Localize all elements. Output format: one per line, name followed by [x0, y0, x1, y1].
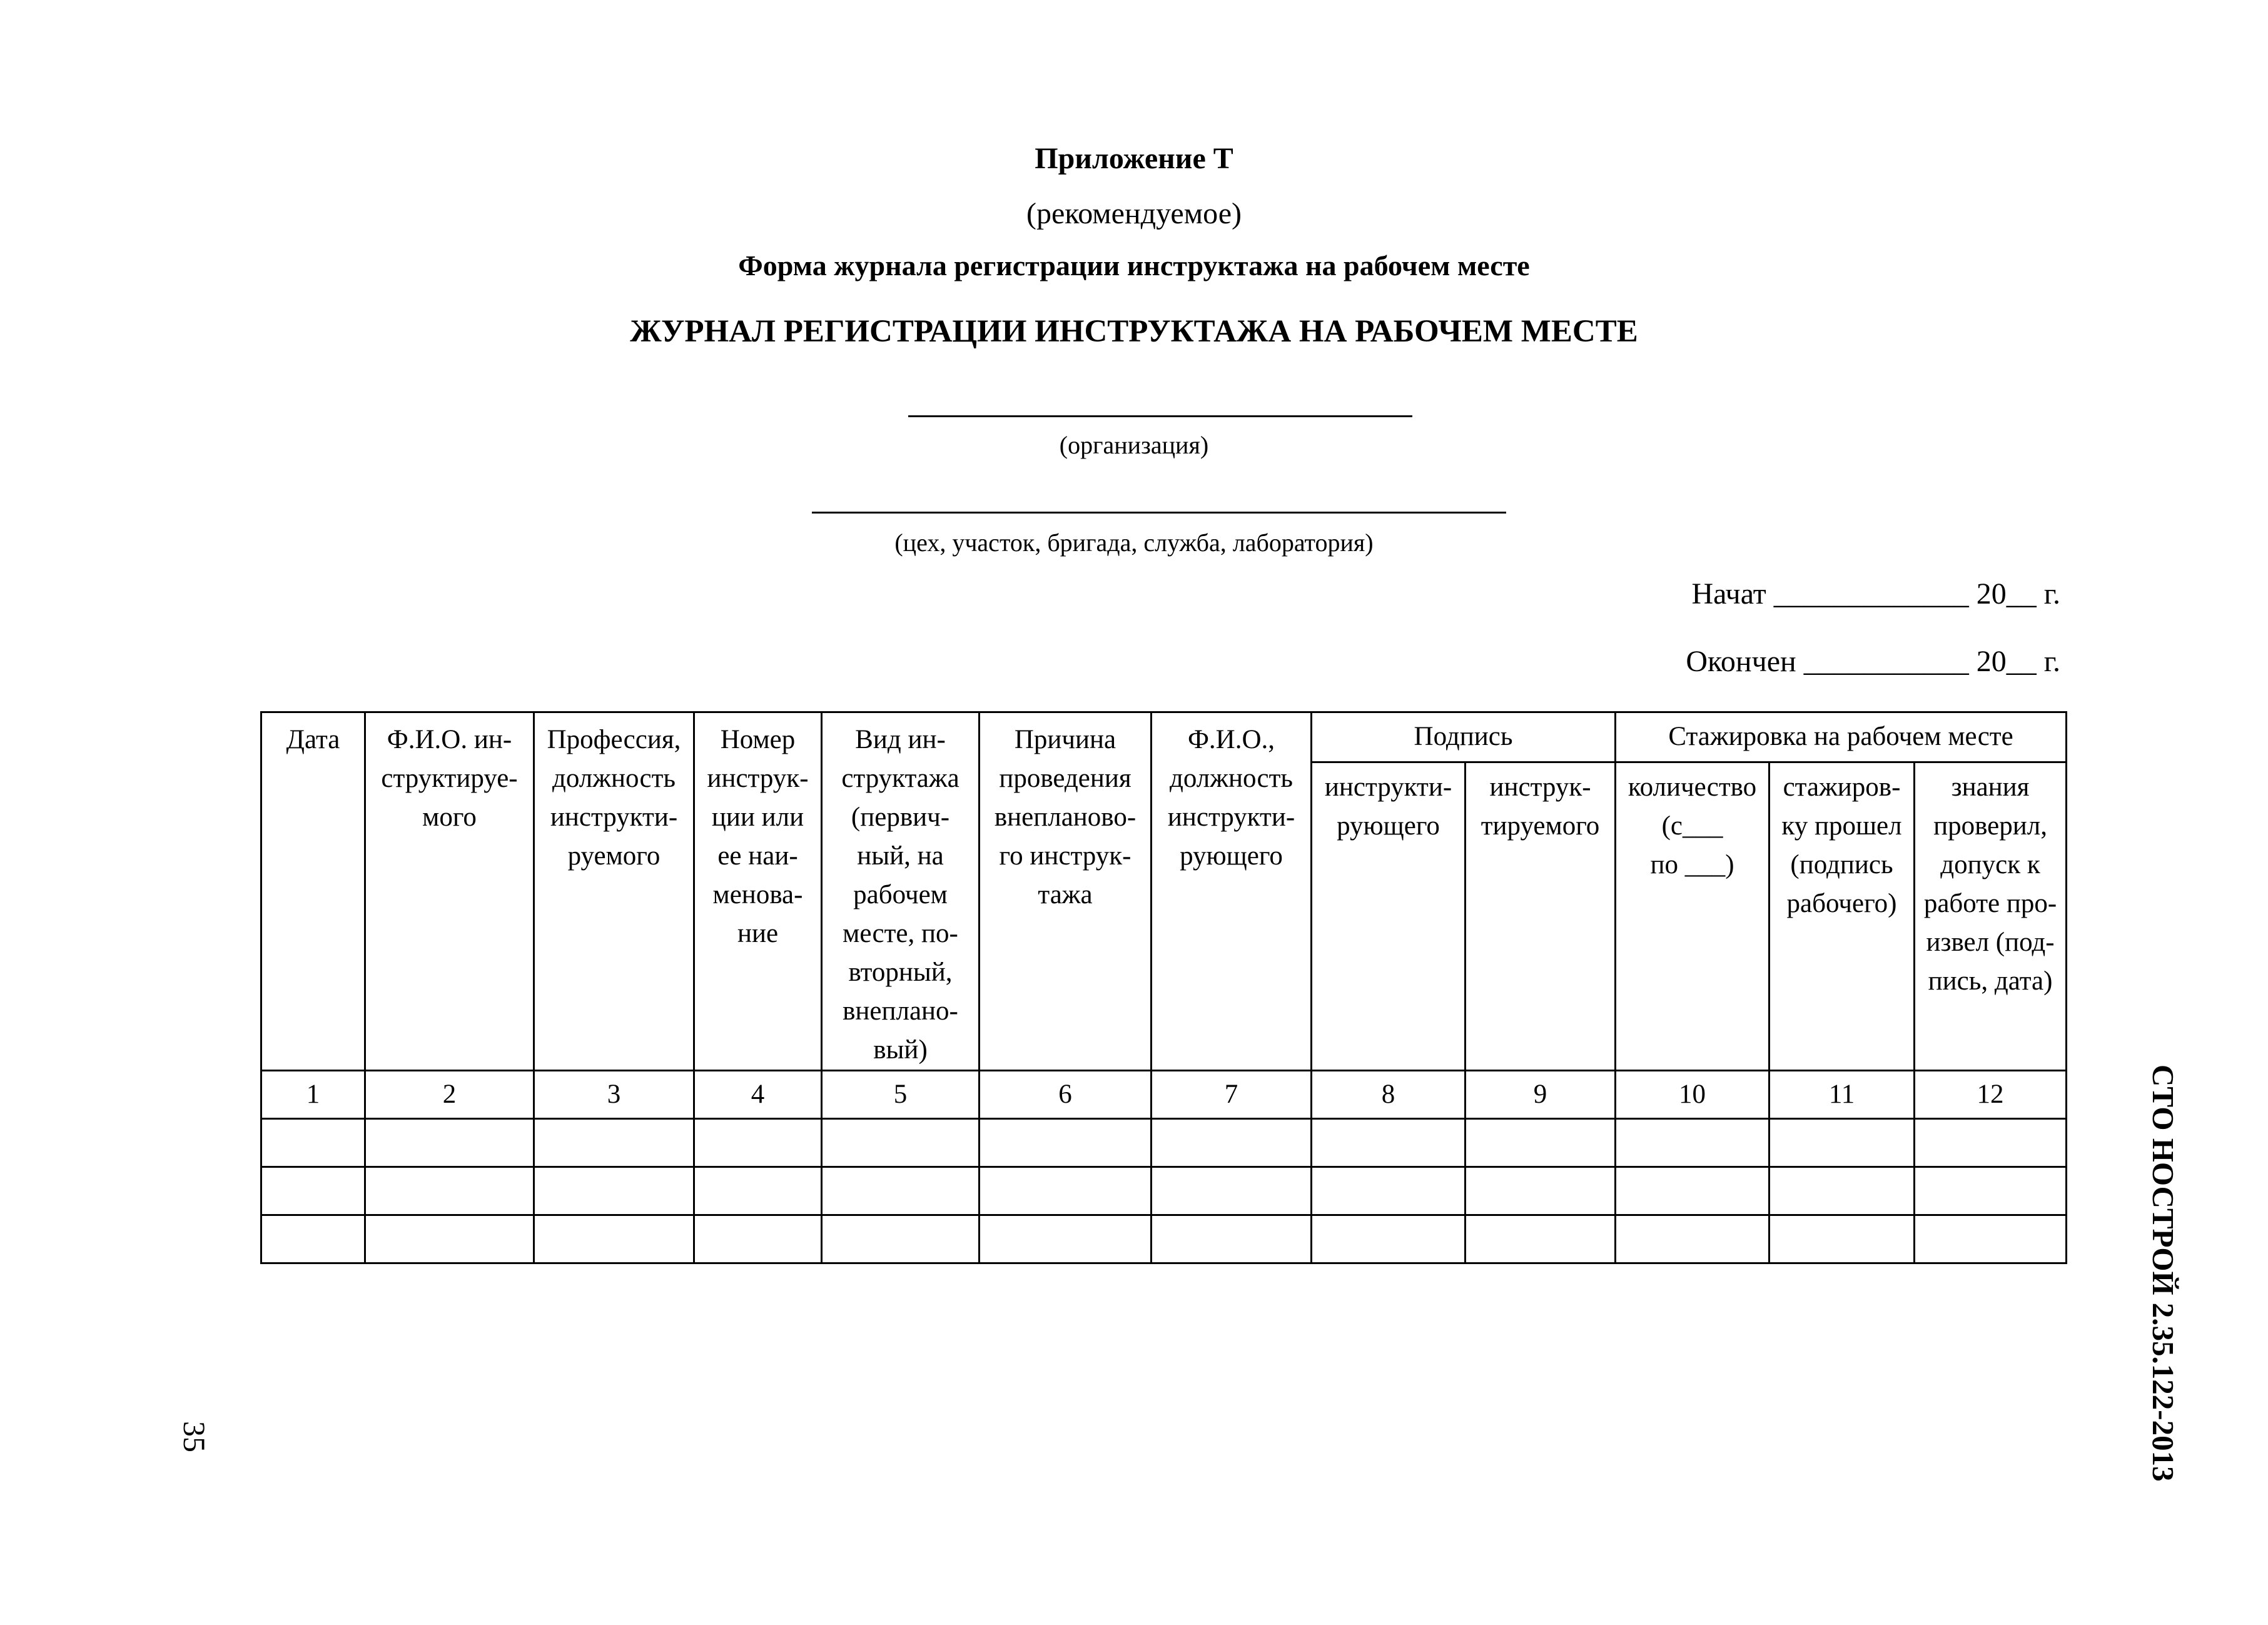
column-number: 7: [1152, 1071, 1312, 1119]
subheader-cell-internship-completed: [1769, 762, 1915, 1070]
page-number: 35: [177, 1421, 212, 1452]
header-label: Профессия, должность инструкти- руемого: [547, 725, 681, 871]
header-cell-instruction-number: [694, 712, 822, 1071]
column-number: 4: [694, 1071, 822, 1119]
header-label: Ф.И.О. ин- структируе- мого: [381, 725, 518, 832]
blank-entry-row: [261, 1167, 2067, 1215]
header-group-signature: [1312, 712, 1616, 762]
blank-cell: [1769, 1167, 1915, 1215]
header-label: Ф.И.О., должность инструкти- рующего: [1167, 725, 1295, 871]
header-label: Причина проведения внепланово- го инструк- тажа: [994, 725, 1137, 909]
journal-title: ЖУРНАЛ РЕГИСТРАЦИИ ИНСТРУКТАЖА НА РАБОЧЕМ МЕСТЕ: [630, 314, 1638, 349]
form-title: Форма журнала регистрации инструктажа на рабочем месте: [738, 250, 1530, 281]
blank-cell: [694, 1119, 822, 1167]
blank-cell: [822, 1119, 980, 1167]
blank-cell: [980, 1167, 1152, 1215]
subheader-cell-shift-count: [1616, 762, 1769, 1070]
header-cell-trainee-name: [365, 712, 534, 1071]
blank-cell: [261, 1167, 365, 1215]
blank-cell: [1312, 1167, 1466, 1215]
blank-cell: [261, 1119, 365, 1167]
column-number: 5: [822, 1071, 980, 1119]
department-caption: (цех, участок, бригада, служба, лаборатория): [894, 529, 1374, 557]
column-number: 12: [1915, 1071, 2067, 1119]
blank-cell: [365, 1119, 534, 1167]
column-number: 11: [1769, 1071, 1915, 1119]
blank-cell: [1152, 1215, 1312, 1263]
header-label: инструк- тируемого: [1481, 772, 1600, 841]
subheader-cell-trainee-signature: [1466, 762, 1616, 1070]
column-number: 6: [980, 1071, 1152, 1119]
blank-cell: [1915, 1215, 2067, 1263]
blank-cell: [1769, 1215, 1915, 1263]
subheader-cell-instructor-signature: [1312, 762, 1466, 1070]
header-label: Стажировка на рабочем месте: [1668, 722, 2013, 752]
header-group-internship: [1616, 712, 2067, 762]
started-date-line: Начат _____________ 20__ г.: [1691, 577, 2060, 610]
blank-cell: [1616, 1215, 1769, 1263]
blank-cell: [1769, 1119, 1915, 1167]
organization-blank-line: [908, 415, 1412, 417]
header-label: стажиров- ку прошел (подпись рабочего): [1781, 772, 1902, 918]
journal-table: [260, 711, 2067, 1264]
header-label: количество (с___ по ___): [1628, 772, 1757, 879]
blank-cell: [1915, 1119, 2067, 1167]
blank-cell: [694, 1167, 822, 1215]
blank-cell: [534, 1215, 694, 1263]
organization-caption: (организация): [1059, 431, 1209, 459]
blank-cell: [365, 1167, 534, 1215]
blank-cell: [534, 1119, 694, 1167]
blank-cell: [534, 1167, 694, 1215]
blank-entry-row: [261, 1215, 2067, 1263]
blank-cell: [822, 1215, 980, 1263]
header-label: Дата: [286, 725, 340, 754]
blank-cell: [1466, 1167, 1616, 1215]
blank-cell: [1915, 1167, 2067, 1215]
blank-cell: [980, 1119, 1152, 1167]
column-number: 1: [261, 1071, 365, 1119]
header-label: Вид ин- структажа (первич- ный, на рабочем месте, по- вторный, внеплано- вый): [841, 725, 959, 1065]
blank-cell: [980, 1215, 1152, 1263]
header-label: Номер инструк- ции или ее наи- менова- ние: [707, 725, 809, 948]
header-label: знания проверил, допуск к работе про- извел (под- пись, дата): [1923, 772, 2057, 996]
blank-cell: [822, 1167, 980, 1215]
finished-date-line: Окончен ___________ 20__ г.: [1686, 645, 2060, 678]
header-cell-briefing-type: [822, 712, 980, 1071]
appendix-note: (рекомендуемое): [1026, 197, 1242, 230]
header-label: Подпись: [1414, 722, 1513, 752]
blank-cell: [1152, 1119, 1312, 1167]
blank-cell: [1616, 1119, 1769, 1167]
column-number: 8: [1312, 1071, 1466, 1119]
header-cell-unscheduled-reason: [980, 712, 1152, 1071]
column-number: 2: [365, 1071, 534, 1119]
appendix-title: Приложение Т: [1035, 142, 1233, 175]
blank-cell: [365, 1215, 534, 1263]
blank-cell: [1312, 1215, 1466, 1263]
header-cell-trainee-position: [534, 712, 694, 1071]
blank-cell: [1616, 1167, 1769, 1215]
subheader-cell-knowledge-checked: [1915, 762, 2067, 1070]
header-cell-date: [261, 712, 365, 1071]
blank-entry-row: [261, 1119, 2067, 1167]
header-row: [261, 712, 2067, 762]
blank-cell: [1466, 1215, 1616, 1263]
blank-cell: [1312, 1119, 1466, 1167]
blank-cell: [694, 1215, 822, 1263]
blank-cell: [1466, 1119, 1616, 1167]
column-number: 9: [1466, 1071, 1616, 1119]
blank-cell: [1152, 1167, 1312, 1215]
header-cell-instructor-name: [1152, 712, 1312, 1071]
header-label: инструкти- рующего: [1324, 772, 1452, 841]
column-number: 3: [534, 1071, 694, 1119]
department-blank-line: [812, 512, 1506, 514]
blank-cell: [261, 1215, 365, 1263]
column-number: 10: [1616, 1071, 1769, 1119]
document-code: СТО НОСТРОЙ 2.35.122-2013: [2146, 1065, 2180, 1482]
column-number-row: [261, 1071, 2067, 1119]
